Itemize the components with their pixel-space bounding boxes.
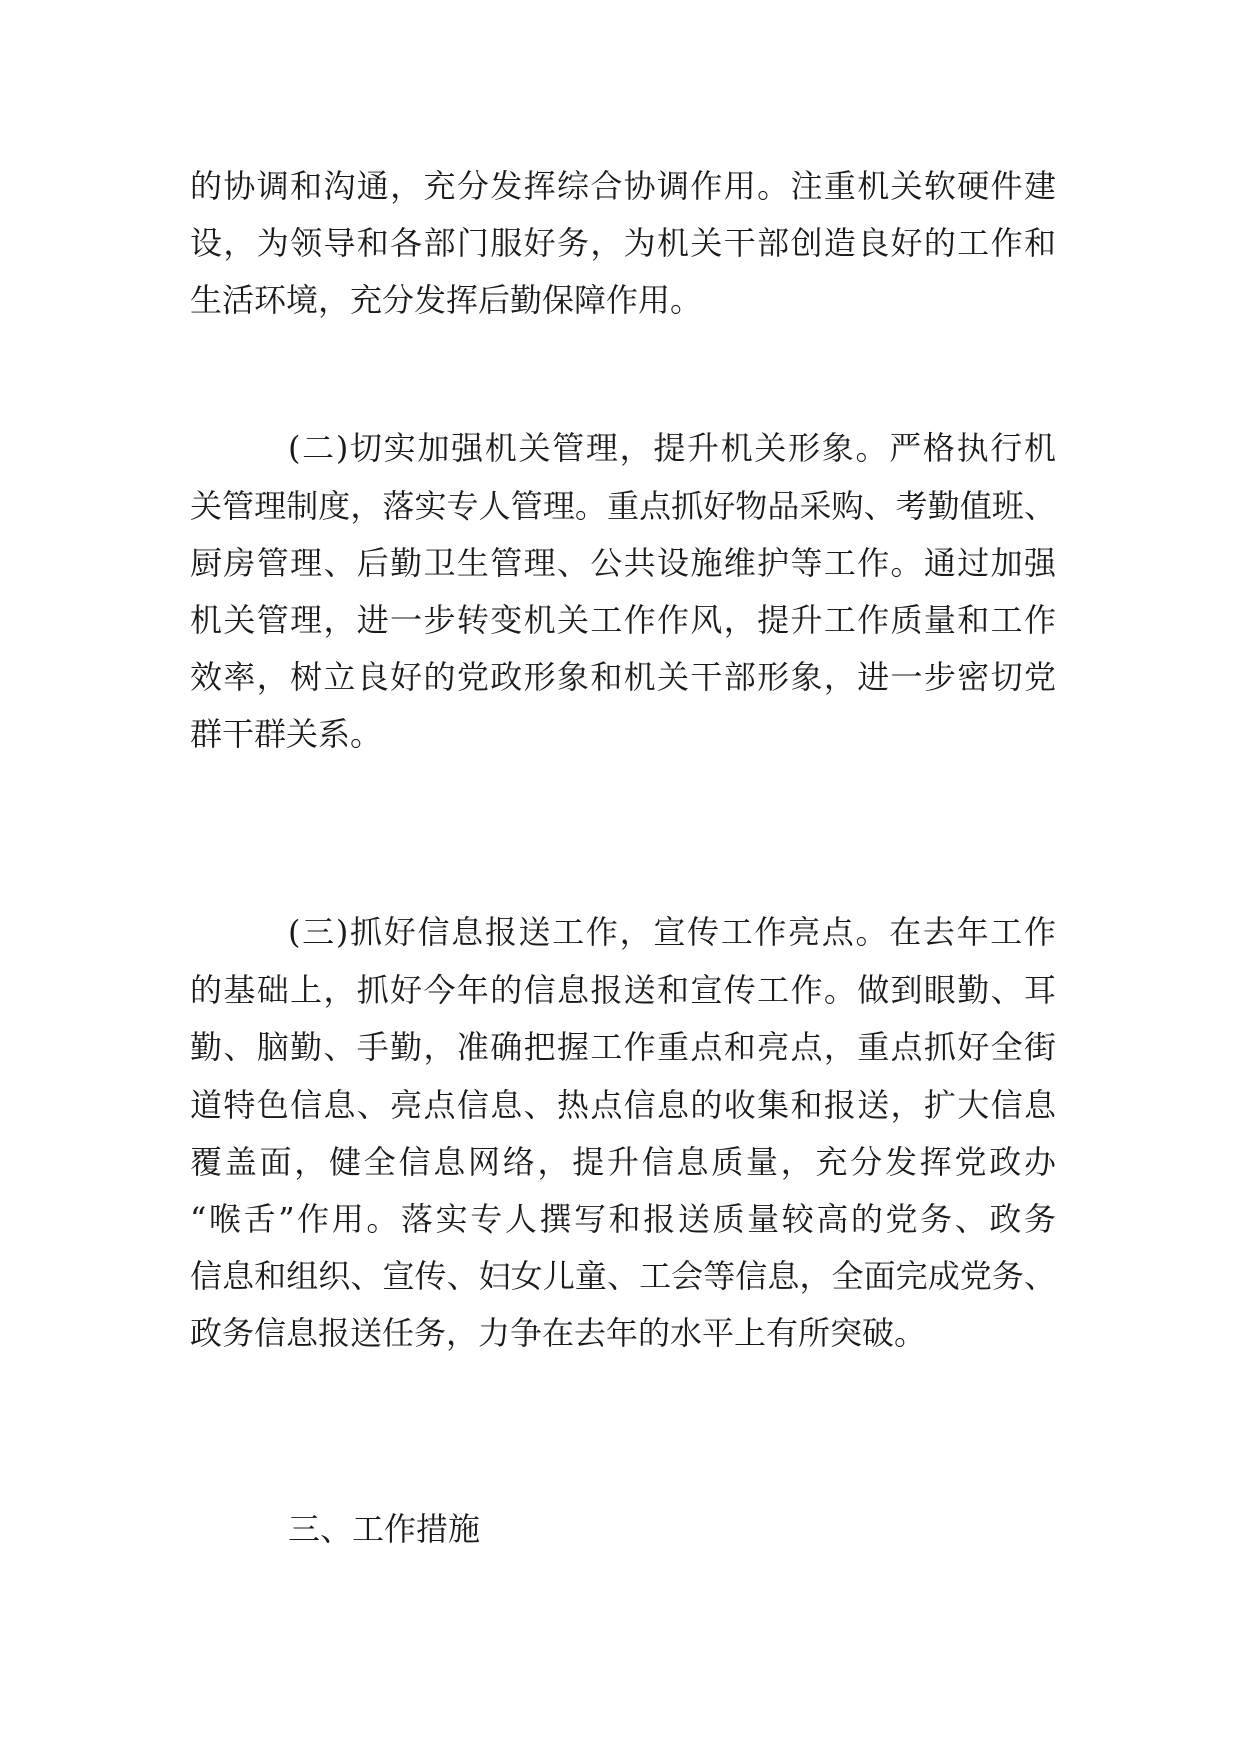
paragraph-1-line-2: 设，为领导和各部门服好务，为机关干部创造良好的工作和 [190, 224, 1056, 262]
paragraph-2-line-3: 厨房管理、后勤卫生管理、公共设施维护等工作。通过加强 [190, 544, 1056, 582]
paragraph-3-line-8: 政务信息报送任务，力争在去年的水平上有所突破。 [190, 1314, 927, 1352]
paragraph-2-line-2: 关管理制度，落实专人管理。重点抓好物品采购、考勤值班、 [190, 487, 1056, 525]
paragraph-3-line-1: (三)抓好信息报送工作，宣传工作亮点。在去年工作 [288, 913, 1056, 951]
paragraph-3-line-5: 覆盖面，健全信息网络，提升信息质量，充分发挥党政办 [190, 1143, 1056, 1181]
paragraph-3-line-7: 信息和组织、宣传、妇女儿童、工会等信息，全面完成党务、 [190, 1257, 1056, 1295]
paragraph-2-line-5: 效率，树立良好的党政形象和机关干部形象，进一步密切党 [190, 658, 1056, 696]
paragraph-3-line-6: “喉舌”作用。落实专人撰写和报送质量较高的党务、政务 [190, 1200, 1056, 1238]
section-heading: 三、工作措施 [288, 1510, 481, 1548]
paragraph-3-line-4: 道特色信息、亮点信息、热点信息的收集和报送，扩大信息 [190, 1086, 1056, 1124]
paragraph-1-line-1: 的协调和沟通，充分发挥综合协调作用。注重机关软硬件建 [190, 167, 1056, 205]
paragraph-2-line-1: (二)切实加强机关管理，提升机关形象。严格执行机 [288, 429, 1056, 467]
paragraph-2-line-4: 机关管理，进一步转变机关工作作风，提升工作质量和工作 [190, 601, 1056, 639]
paragraph-3-line-3: 勤、脑勤、手勤，准确把握工作重点和亮点，重点抓好全街 [190, 1028, 1056, 1066]
paragraph-3-line-2: 的基础上，抓好今年的信息报送和宣传工作。做到眼勤、耳 [190, 971, 1056, 1009]
paragraph-2-line-6: 群干群关系。 [190, 715, 383, 753]
paragraph-1-line-3: 生活环境，充分发挥后勤保障作用。 [190, 281, 703, 319]
